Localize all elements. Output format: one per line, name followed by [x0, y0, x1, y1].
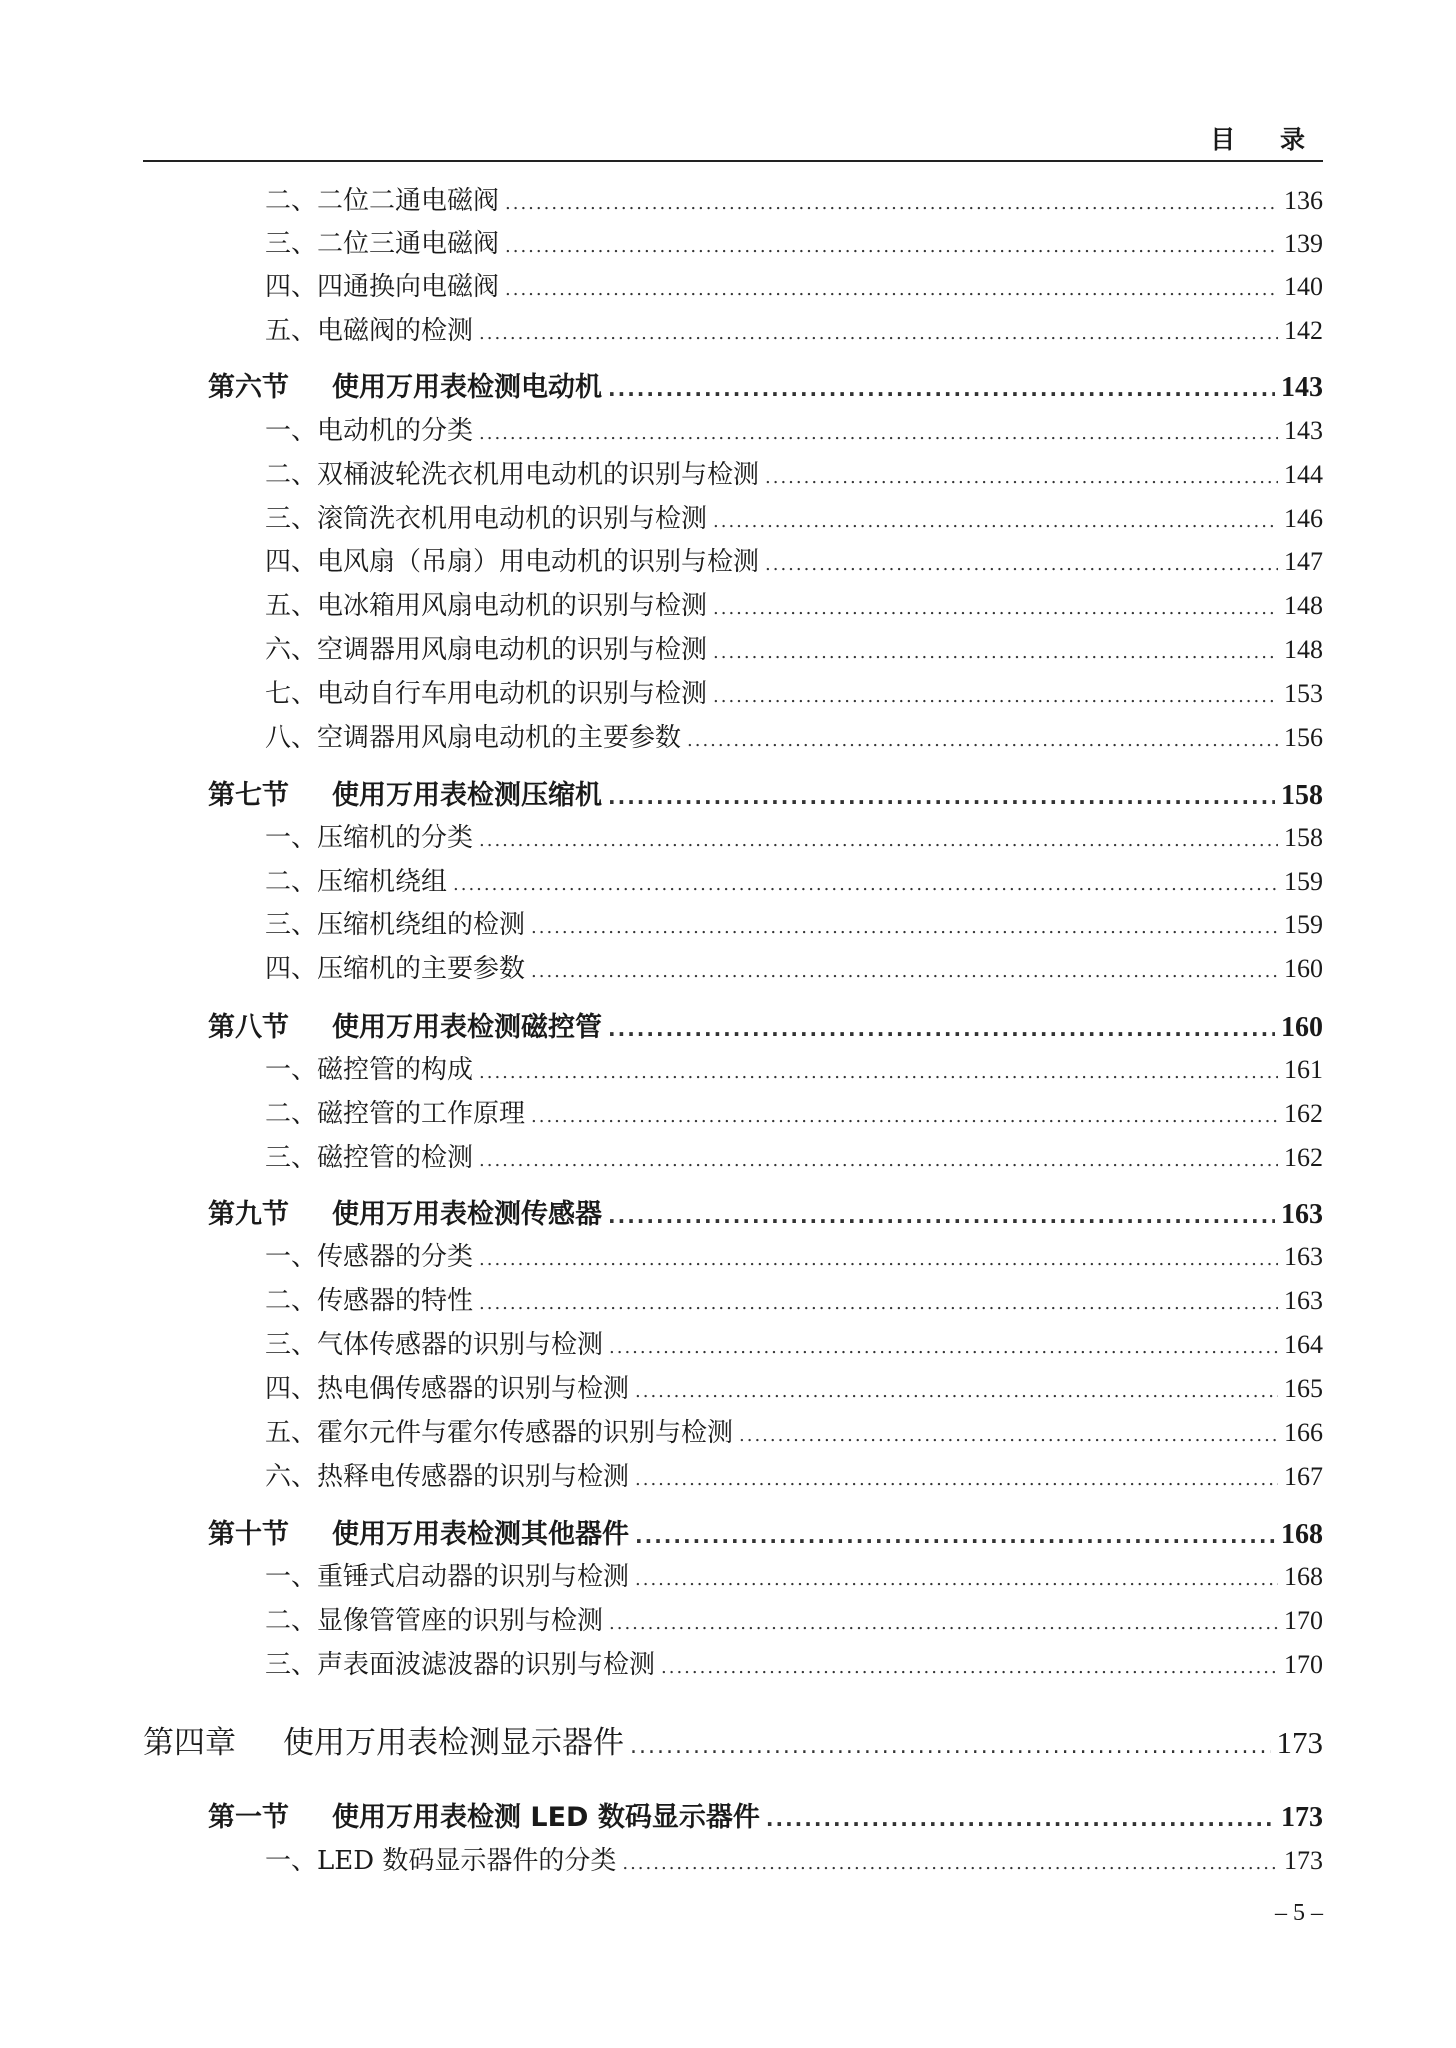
toc-page-number: 159 — [1284, 867, 1323, 896]
toc-page-number: 139 — [1284, 229, 1323, 258]
toc-item-title: 一、重锤式启动器的识别与检测 — [265, 1562, 630, 1592]
toc-item[interactable] — [265, 1456, 1323, 1493]
dot-leader — [505, 193, 1278, 214]
toc-item[interactable] — [265, 1137, 1323, 1174]
toc-item-title: 二、显像管管座的识别与检测 — [265, 1606, 604, 1636]
toc-item[interactable] — [265, 904, 1323, 941]
toc-page-number: 136 — [1284, 186, 1323, 215]
toc-page-number: 161 — [1284, 1055, 1323, 1084]
toc-item-title: 四、电风扇（吊扇）用电动机的识别与检测 — [265, 547, 760, 577]
toc-item-title: 三、二位三通电磁阀 — [265, 229, 500, 259]
dot-leader — [608, 377, 1275, 401]
toc-item[interactable] — [265, 717, 1323, 754]
toc-section-title: 使用万用表检测传感器 — [332, 1199, 602, 1230]
toc-section[interactable] — [208, 1512, 1323, 1551]
toc-item[interactable] — [265, 1049, 1323, 1086]
dot-leader — [479, 1249, 1278, 1270]
dot-leader — [635, 1524, 1275, 1548]
toc-item-title: 六、空调器用风扇电动机的识别与检测 — [265, 635, 708, 665]
dot-leader — [531, 961, 1278, 982]
toc-chapter-number: 第四章 — [143, 1725, 236, 1761]
toc-page-number: 162 — [1284, 1143, 1323, 1172]
toc-page-number: 144 — [1284, 460, 1323, 489]
toc-page-number: 148 — [1284, 635, 1323, 664]
toc-section-number: 第八节 — [208, 1012, 289, 1043]
toc-item-title: 三、压缩机绕组的检测 — [265, 910, 526, 940]
dot-leader — [713, 511, 1278, 532]
toc-page-number: 170 — [1284, 1650, 1323, 1679]
toc-page-number: 162 — [1284, 1099, 1323, 1128]
toc-item[interactable] — [265, 817, 1323, 854]
toc-item-title: 五、霍尔元件与霍尔传感器的识别与检测 — [265, 1418, 734, 1448]
dot-leader — [531, 1106, 1278, 1127]
toc-item[interactable] — [265, 266, 1323, 303]
toc-item[interactable] — [265, 410, 1323, 447]
toc-section[interactable] — [208, 1005, 1323, 1044]
dot-leader — [687, 730, 1278, 751]
dot-leader — [765, 467, 1278, 488]
toc-section-title: 使用万用表检测压缩机 — [332, 780, 602, 811]
toc-item[interactable] — [265, 1280, 1323, 1317]
toc-item-title: 一、传感器的分类 — [265, 1242, 474, 1272]
toc-item-title: 五、电冰箱用风扇电动机的识别与检测 — [265, 591, 708, 621]
toc-page-number: 140 — [1284, 272, 1323, 301]
dot-leader — [713, 686, 1278, 707]
toc-page-number: 158 — [1281, 780, 1323, 811]
dot-leader — [608, 1204, 1275, 1228]
toc-item-title: 二、双桶波轮洗衣机用电动机的识别与检测 — [265, 460, 760, 490]
toc-item-title: 六、热释电传感器的识别与检测 — [265, 1462, 630, 1492]
dot-leader — [609, 1337, 1278, 1358]
toc-page-number: 163 — [1281, 1199, 1323, 1230]
toc-page-number: 156 — [1284, 723, 1323, 752]
toc-page-number: 173 — [1281, 1802, 1323, 1833]
toc-item[interactable] — [265, 629, 1323, 666]
dot-leader — [765, 554, 1278, 575]
toc-item[interactable] — [265, 1093, 1323, 1130]
dot-leader — [453, 874, 1278, 895]
toc-page-number: 173 — [1284, 1846, 1323, 1875]
toc-item[interactable] — [265, 1368, 1323, 1405]
toc-item-title: 一、电动机的分类 — [265, 416, 474, 446]
toc-item-title: 二、传感器的特性 — [265, 1286, 474, 1316]
toc-item[interactable] — [265, 1236, 1323, 1273]
toc-item[interactable] — [265, 1644, 1323, 1681]
dot-leader — [630, 1734, 1271, 1759]
dot-leader — [479, 1150, 1278, 1171]
toc-section-title: 使用万用表检测其他器件 — [332, 1519, 629, 1550]
toc-page-number: 158 — [1284, 823, 1323, 852]
toc-page-number: 146 — [1284, 504, 1323, 533]
dot-leader — [505, 236, 1278, 257]
dot-leader — [479, 1062, 1278, 1083]
toc-section-number: 第九节 — [208, 1199, 289, 1230]
dot-leader — [505, 279, 1278, 300]
dot-leader — [479, 323, 1278, 344]
dot-leader — [766, 1807, 1275, 1831]
toc-page-number: 143 — [1284, 416, 1323, 445]
toc-page-number: 173 — [1276, 1725, 1323, 1760]
toc-item-title: 八、空调器用风扇电动机的主要参数 — [265, 723, 682, 753]
toc-item-title: 七、电动自行车用电动机的识别与检测 — [265, 679, 708, 709]
toc-page-number: 163 — [1284, 1242, 1323, 1271]
toc-item-title: 二、二位二通电磁阀 — [265, 186, 500, 216]
toc-item[interactable] — [265, 1324, 1323, 1361]
toc-item-title: 五、电磁阀的检测 — [265, 316, 474, 346]
dot-leader — [608, 1017, 1275, 1041]
toc-item-title: 四、四通换向电磁阀 — [265, 272, 500, 302]
toc-item-title: 二、压缩机绕组 — [265, 867, 448, 897]
toc-section[interactable] — [208, 1192, 1323, 1231]
toc-page-number: 164 — [1284, 1330, 1323, 1359]
toc-item[interactable] — [265, 310, 1323, 347]
dot-leader — [713, 598, 1278, 619]
toc-page-number: 163 — [1284, 1286, 1323, 1315]
toc-item-title: 三、滚筒洗衣机用电动机的识别与检测 — [265, 504, 708, 534]
toc-section-title: 使用万用表检测磁控管 — [332, 1012, 602, 1043]
toc-section-number: 第七节 — [208, 780, 289, 811]
toc-section[interactable] — [208, 773, 1323, 812]
toc-item[interactable] — [265, 498, 1323, 535]
toc-item[interactable] — [265, 1600, 1323, 1637]
toc-section[interactable] — [208, 365, 1323, 404]
toc-section-number: 第十节 — [208, 1519, 289, 1550]
dot-leader — [635, 1569, 1278, 1590]
toc-item-title: 三、磁控管的检测 — [265, 1143, 474, 1173]
dot-leader — [479, 1293, 1278, 1314]
dot-leader — [609, 1613, 1278, 1634]
toc-page-number: 167 — [1284, 1462, 1323, 1491]
toc-item-title: 四、压缩机的主要参数 — [265, 954, 526, 984]
toc-section[interactable] — [208, 1795, 1323, 1834]
toc-page-number: 147 — [1284, 547, 1323, 576]
toc-page-number: 159 — [1284, 910, 1323, 939]
toc-item-title: 一、压缩机的分类 — [265, 823, 474, 853]
dot-leader — [622, 1853, 1278, 1874]
toc-page-number: 148 — [1284, 591, 1323, 620]
header-rule — [143, 160, 1323, 162]
dot-leader — [479, 423, 1278, 444]
toc-page-number: 168 — [1281, 1519, 1323, 1550]
dot-leader — [531, 917, 1278, 938]
toc-page-number: 168 — [1284, 1562, 1323, 1591]
toc-item[interactable] — [265, 454, 1323, 491]
toc-page-number: 160 — [1281, 1012, 1323, 1043]
toc-section-title: 使用万用表检测 LED 数码显示器件 — [332, 1802, 760, 1833]
toc-item[interactable] — [265, 1840, 1323, 1877]
toc-item-title: 一、LED 数码显示器件的分类 — [265, 1846, 617, 1876]
toc-section-title: 使用万用表检测电动机 — [332, 372, 602, 403]
dot-leader — [635, 1381, 1278, 1402]
toc-item[interactable] — [265, 948, 1323, 985]
toc-item[interactable] — [265, 1556, 1323, 1593]
toc-chapter[interactable] — [143, 1717, 1323, 1762]
toc-item[interactable] — [265, 541, 1323, 578]
toc-page-number: 170 — [1284, 1606, 1323, 1635]
toc-page-number: 153 — [1284, 679, 1323, 708]
toc-section-number: 第六节 — [208, 372, 289, 403]
dot-leader — [479, 830, 1278, 851]
toc-item[interactable] — [265, 585, 1323, 622]
dot-leader — [739, 1425, 1278, 1446]
toc-item[interactable] — [265, 1412, 1323, 1449]
dot-leader — [608, 785, 1275, 809]
dot-leader — [661, 1657, 1278, 1678]
running-header-title: 目 录 — [1210, 125, 1323, 154]
toc-item[interactable] — [265, 180, 1323, 217]
toc-item[interactable] — [265, 673, 1323, 710]
toc-item-title: 三、气体传感器的识别与检测 — [265, 1330, 604, 1360]
toc-page-number: 165 — [1284, 1374, 1323, 1403]
toc-item-title: 一、磁控管的构成 — [265, 1055, 474, 1085]
toc-item[interactable] — [265, 223, 1323, 260]
toc-item[interactable] — [265, 861, 1323, 898]
toc-item-title: 二、磁控管的工作原理 — [265, 1099, 526, 1129]
page-number: – 5 – — [1275, 1900, 1323, 1926]
toc-item-title: 三、声表面波滤波器的识别与检测 — [265, 1650, 656, 1680]
dot-leader — [635, 1469, 1278, 1490]
toc-item-title: 四、热电偶传感器的识别与检测 — [265, 1374, 630, 1404]
toc-page-number: 143 — [1281, 372, 1323, 403]
dot-leader — [713, 642, 1278, 663]
toc-section-number: 第一节 — [208, 1802, 289, 1833]
toc-page-number: 166 — [1284, 1418, 1323, 1447]
toc-page-number: 142 — [1284, 316, 1323, 345]
toc-page-number: 160 — [1284, 954, 1323, 983]
toc-chapter-title: 使用万用表检测显示器件 — [283, 1725, 624, 1761]
